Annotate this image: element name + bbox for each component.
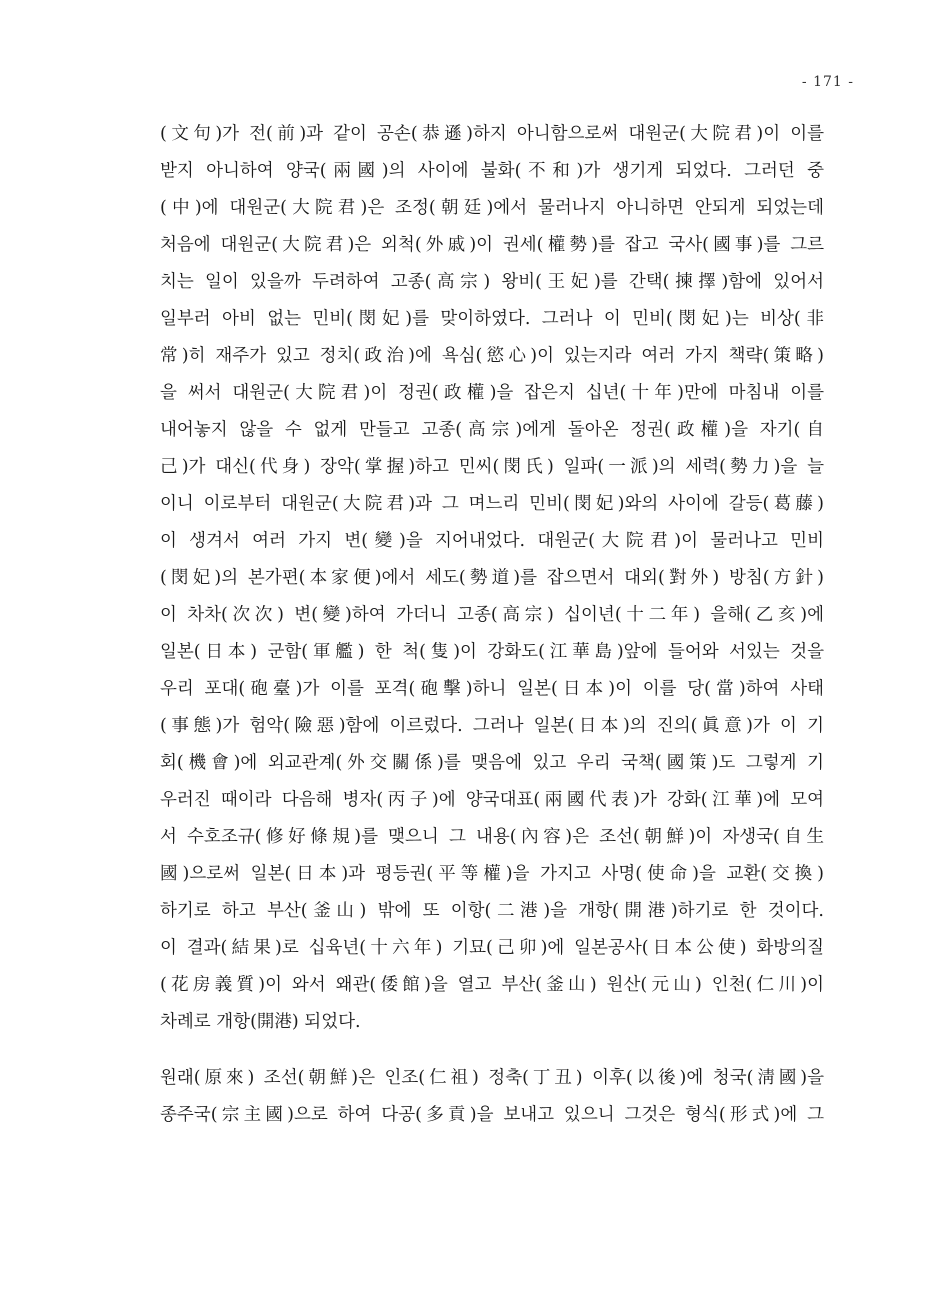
paragraph-2: [160, 1060, 824, 1134]
page-number: - 171 -: [801, 74, 854, 90]
text-line: 차례로 개항(開港) 되었다.: [160, 1012, 361, 1032]
text-line: (中)에 대원군(大院君)은 조정(朝廷)에서 물러나지 아니하면 안되게 되었는데: [160, 198, 824, 218]
text-line: 치는 일이 있을까 두려하여 고종(高宗) 왕비(王妃)를 간택(揀擇)함에 있어서: [160, 272, 824, 292]
paragraph-gap: [160, 1041, 824, 1060]
text-line: 일본(日本) 군함(軍艦) 한 척(隻)이 강화도(江華島)앞에 들어와 서있는 것을: [160, 642, 824, 662]
body-text: [160, 116, 824, 1134]
text-line: 처음에 대원군(大院君)은 외척(外戚)이 권세(權勢)를 잡고 국사(國事)를 그르: [160, 235, 824, 255]
text-line: 우리 포대(砲臺)가 이를 포격(砲擊)하니 일본(日本)이 이를 당(當)하여 사태: [160, 679, 824, 699]
text-line: (文句)가 전(前)과 같이 공손(恭遜)하지 아니함으로써 대원군(大院君)이 이를: [160, 124, 824, 144]
text-line: 원래(原來) 조선(朝鮮)은 인조(仁祖) 정축(丁丑) 이후(以後)에 청국(淸國)을: [160, 1068, 824, 1088]
text-line: 받지 아니하여 양국(兩國)의 사이에 불화(不和)가 생기게 되었다. 그러던 중: [160, 161, 824, 181]
text-line: (花房義質)이 와서 왜관(倭館)을 열고 부산(釜山) 원산(元山) 인천(仁川)이: [160, 975, 824, 995]
text-line: 하기로 하고 부산(釜山) 밖에 또 이항(二港)을 개항(開港)하기로 한 것이다.: [160, 901, 824, 921]
text-line: 常)히 재주가 있고 정치(政治)에 욕심(慾心)이 있는지라 여러 가지 책략(策略): [160, 346, 824, 366]
text-line: 이니 이로부터 대원군(大院君)과 그 며느리 민비(閔妃)와의 사이에 갈등(葛藤): [160, 494, 824, 514]
text-line: (閔妃)의 본가편(本家便)에서 세도(勢道)를 잡으면서 대외(對外) 방침(方針): [160, 568, 824, 588]
text-line: 종주국(宗主國)으로 하여 다공(多貢)을 보내고 있으니 그것은 형식(形式)에 그: [160, 1105, 824, 1125]
text-line: 일부러 아비 없는 민비(閔妃)를 맞이하였다. 그러나 이 민비(閔妃)는 비상(非: [160, 309, 824, 329]
text-line: 이 차차(次次) 변(變)하여 가더니 고종(高宗) 십이년(十二年) 을해(乙亥)에: [160, 605, 824, 625]
paragraph-1: [160, 116, 824, 1041]
text-line: 을 써서 대원군(大院君)이 정권(政權)을 잡은지 십년(十年)만에 마침내 이를: [160, 383, 824, 403]
text-line: (事態)가 험악(險惡)함에 이르렀다. 그러나 일본(日本)의 진의(眞意)가 이 기: [160, 716, 824, 736]
text-line: 이 결과(結果)로 십육년(十六年) 기묘(己卯)에 일본공사(日本公使) 화방의질: [160, 938, 824, 958]
text-line: 서 수호조규(修好條規)를 맺으니 그 내용(內容)은 조선(朝鮮)이 자생국(自生: [160, 827, 824, 847]
text-line: 己)가 대신(代身) 장악(掌握)하고 민씨(閔氏) 일파(一派)의 세력(勢力)을 늘: [160, 457, 824, 477]
text-line: 國)으로써 일본(日本)과 평등권(平等權)을 가지고 사명(使命)을 교환(交換): [160, 864, 824, 884]
text-line: 회(機會)에 외교관계(外交關係)를 맺음에 있고 우리 국책(國策)도 그렇게 기: [160, 753, 824, 773]
text-line: 이 생겨서 여러 가지 변(變)을 지어내었다. 대원군(大院君)이 물러나고 민비: [160, 531, 824, 551]
text-line: 내어놓지 않을 수 없게 만들고 고종(高宗)에게 돌아온 정권(政權)을 자기(自: [160, 420, 824, 440]
text-line: 우러진 때이라 다음해 병자(丙子)에 양국대표(兩國代表)가 강화(江華)에 모여: [160, 790, 824, 810]
